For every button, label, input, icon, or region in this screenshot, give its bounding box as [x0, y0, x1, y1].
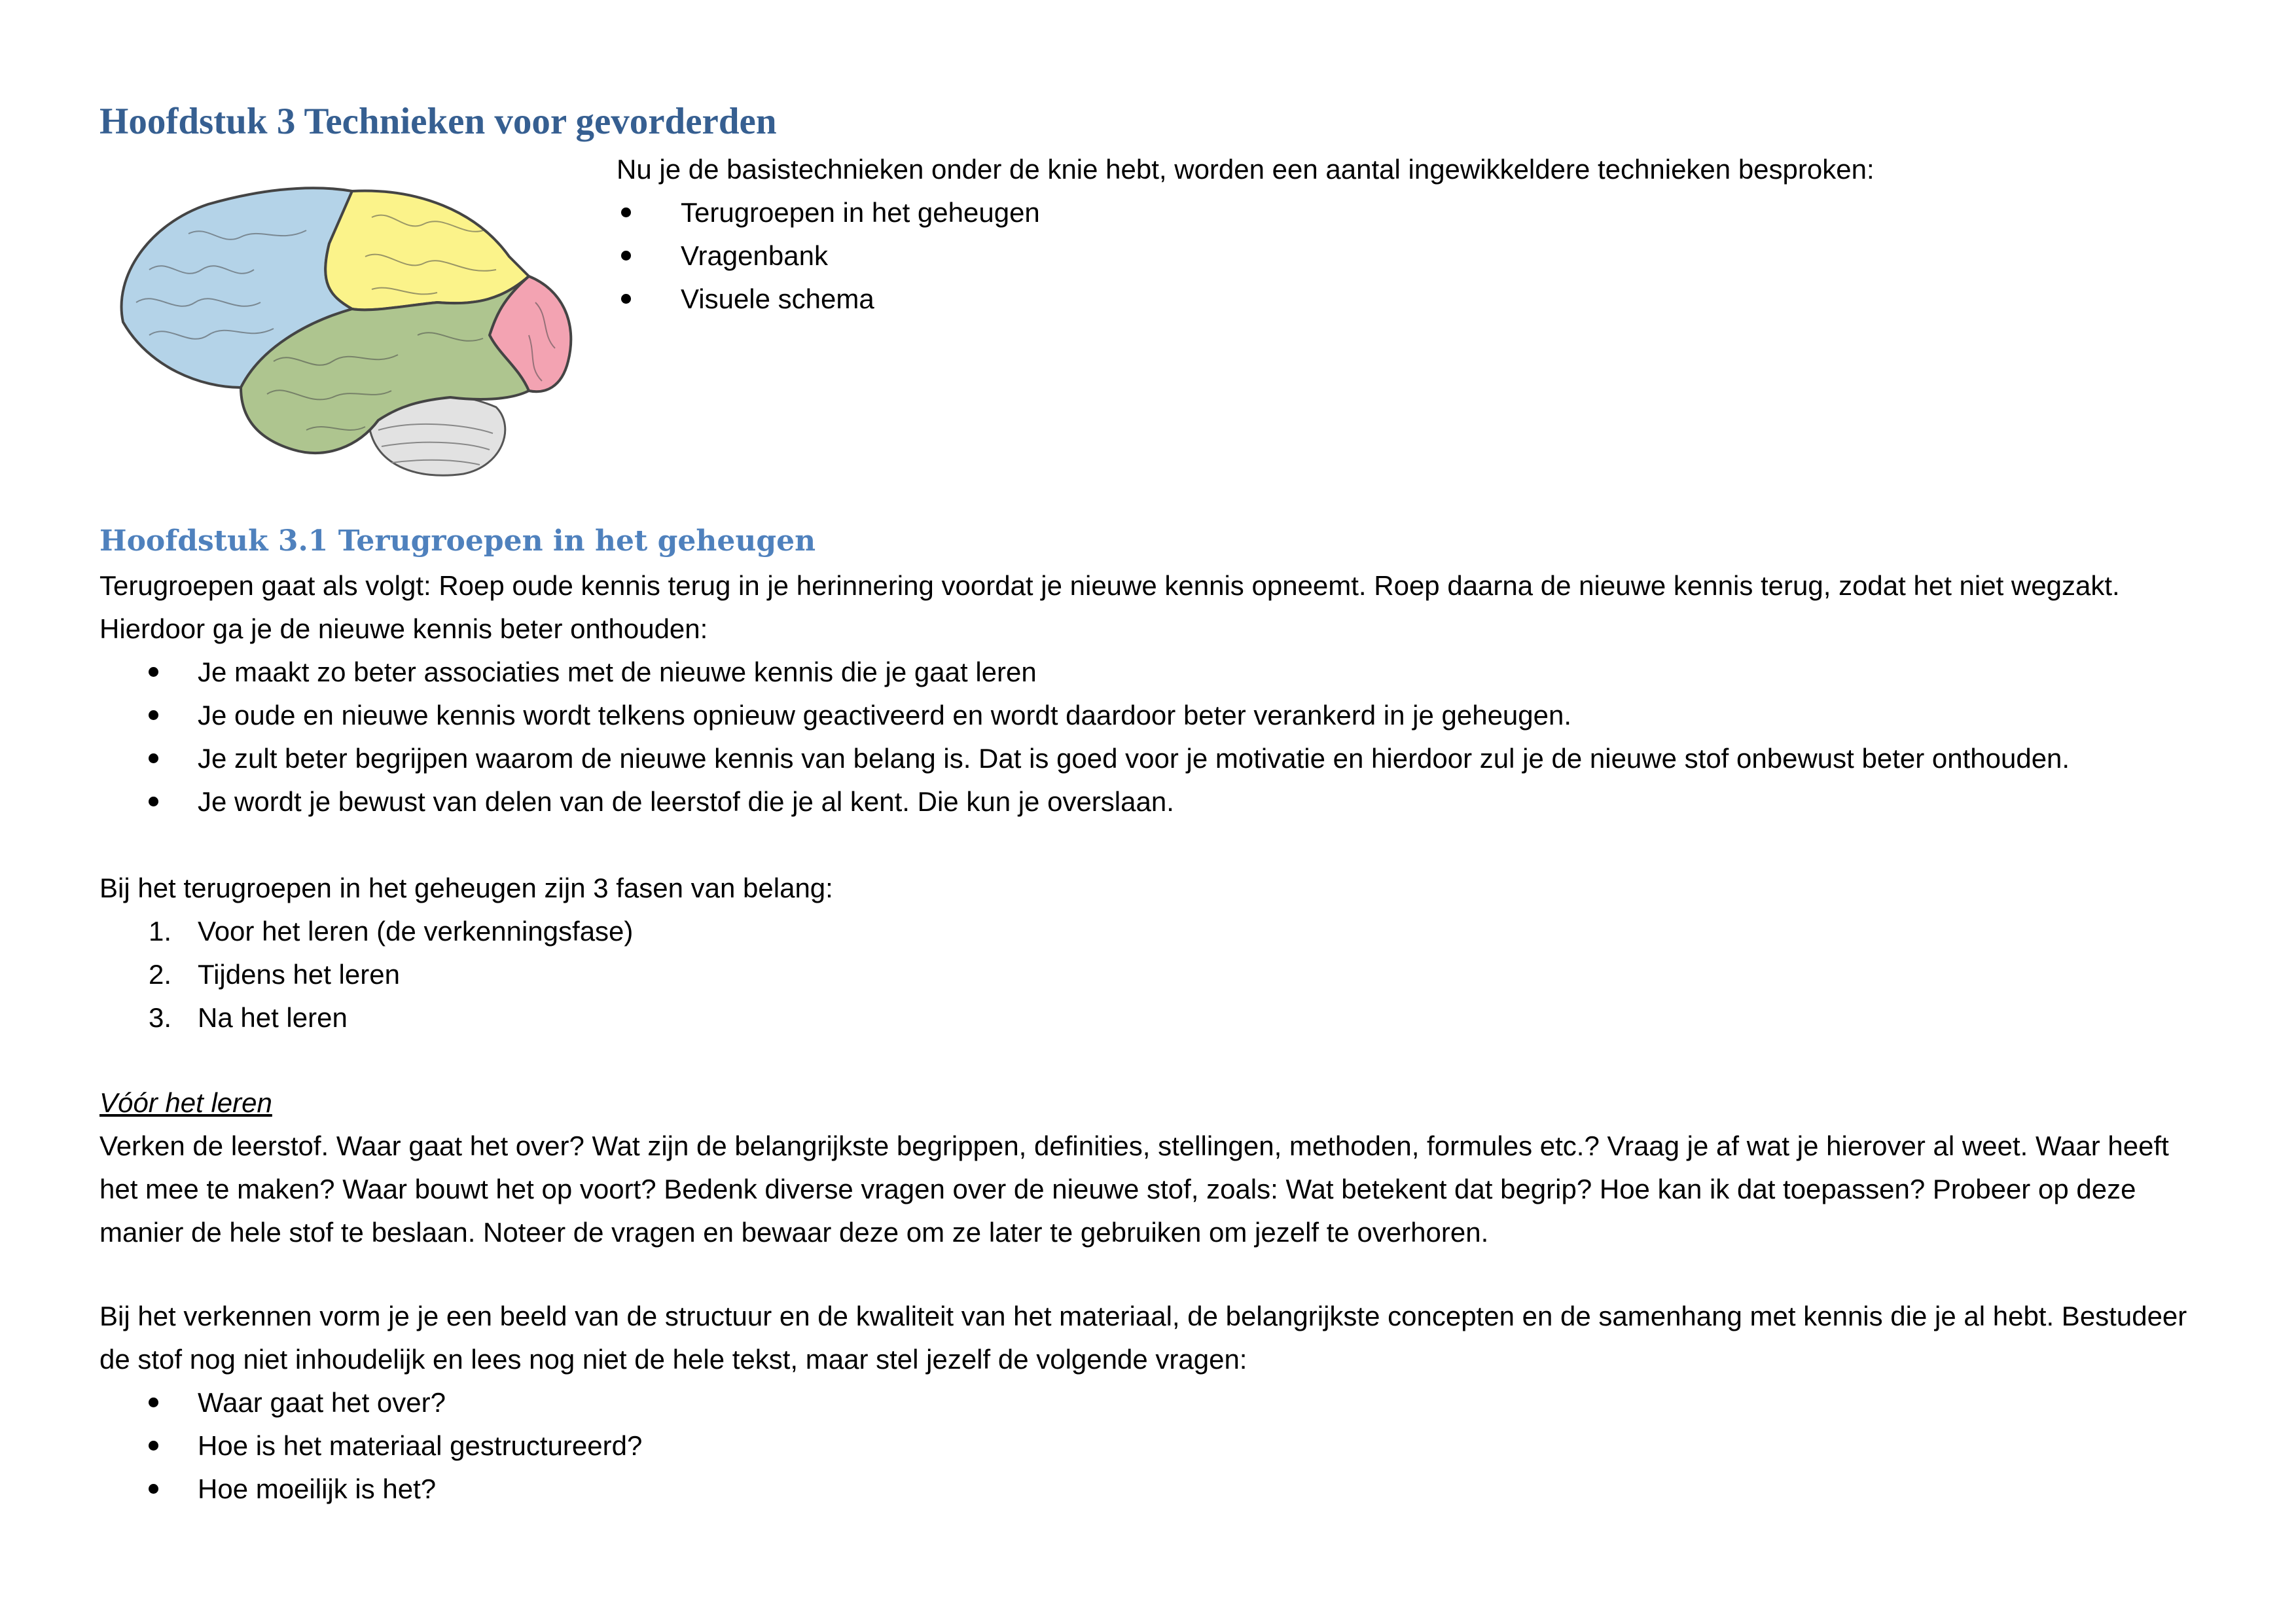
list-text: Voor het leren (de verkenningsfase)	[198, 916, 634, 947]
list-item: Je wordt je bewust van delen van de leerstof die je al kent. Die kun je overslaan.	[99, 780, 2070, 823]
list-text: Na het leren	[198, 1002, 348, 1033]
list-number: 1.	[149, 916, 172, 947]
list-text: Tijdens het leren	[198, 959, 400, 990]
list-number: 3.	[149, 1002, 172, 1033]
list-item: Hoe moeilijk is het?	[99, 1468, 642, 1511]
brain-illustration-icon	[110, 171, 575, 479]
phases-list	[99, 910, 633, 1039]
intro-list	[617, 191, 1040, 321]
section-heading: Hoofdstuk 3.1 Terugroepen in het geheugen	[99, 524, 816, 558]
intro-list-item: Vragenbank	[617, 234, 1040, 278]
section-paragraph: Terugroepen gaat als volgt: Roep oude kennis terug in je herinnering voordat je nieuwe kennis opneemt. Roep daarna de nieuwe kennis terug, zodat het niet wegzakt. Hierdoor ga je de nieuwe kennis beter onthouden:	[99, 570, 2120, 644]
list-item	[99, 953, 633, 996]
list-item: Je zult beter begrijpen waarom de nieuwe kennis van belang is. Dat is goed voor je motivatie en hierdoor zul je de nieuwe stof onbewust beter onthouden.	[99, 737, 2070, 780]
list-item: Je maakt zo beter associaties met de nieuwe kennis die je gaat leren	[99, 651, 2070, 694]
subheading: Vóór het leren	[99, 1087, 272, 1118]
intro-list-item: Visuele schema	[617, 278, 1040, 321]
list-number: 2.	[149, 959, 172, 990]
list-item: Hoe is het materiaal gestructureerd?	[99, 1424, 642, 1468]
reasons-list	[99, 651, 2070, 823]
phases-intro: Bij het terugroepen in het geheugen zijn 3 fasen van belang:	[99, 873, 833, 903]
intro-list-item: Terugroepen in het geheugen	[617, 191, 1040, 234]
list-item	[99, 910, 633, 953]
list-item	[99, 996, 633, 1039]
structure-paragraph: Bij het verkennen vorm je je een beeld van de structuur en de kwaliteit van het materiaal, de belangrijkste concepten en de samenhang met kennis die je al hebt. Bestudeer de stof nog niet inhoudelijk en lees nog niet de hele tekst, maar stel jezelf de volgende vragen:	[99, 1301, 2187, 1375]
chapter-heading: Hoofdstuk 3 Technieken voor gevorderden	[99, 101, 777, 142]
list-item: Je oude en nieuwe kennis wordt telkens opnieuw geactiveerd en wordt daardoor beter verankerd in je geheugen.	[99, 694, 2070, 737]
questions-list	[99, 1381, 642, 1511]
explore-paragraph: Verken de leerstof. Waar gaat het over? Wat zijn de belangrijkste begrippen, definities, stellingen, methoden, formules etc.? Vraag je af wat je hierover al weet. Waar heeft het mee te maken? Waar bouwt het op voort? Bedenk diverse vragen over de nieuwe stof, zoals: Wat betekent dat begrip? Hoe kan ik dat toepassen? Probeer op deze manier de hele stof te beslaan. Noteer de vragen en bewaar deze om ze later te gebruiken om jezelf te overhoren.	[99, 1130, 2169, 1248]
intro-paragraph: Nu je de basistechnieken onder de knie hebt, worden een aantal ingewikkeldere technieken besproken:	[617, 154, 1874, 185]
list-item: Waar gaat het over?	[99, 1381, 642, 1424]
